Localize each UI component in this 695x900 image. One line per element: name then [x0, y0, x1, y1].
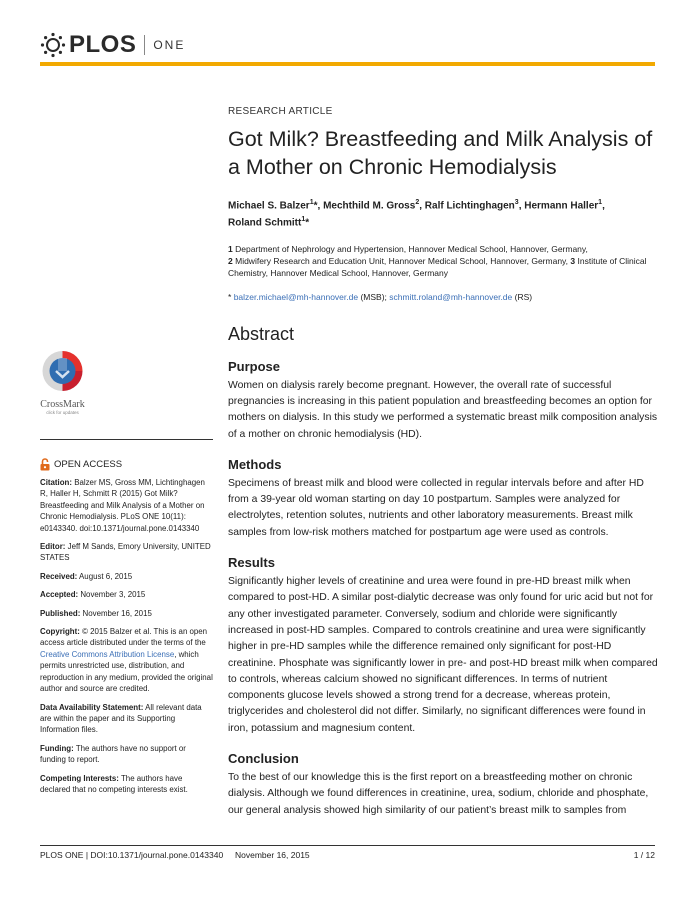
competing-interests-text: The authors have declared that no competing interests exist. [40, 773, 188, 794]
plos-sunburst-icon [40, 32, 66, 58]
competing-interests-block [40, 773, 213, 796]
corresponding-mark: * [313, 200, 318, 212]
author-affil-sup: 1 [301, 216, 306, 224]
received-block [40, 571, 213, 582]
correspondence-star: * [228, 291, 232, 302]
data-availability-text: All relevant data are within the paper and its Supporting Information files. [40, 702, 202, 735]
editor-text: Jeff M Sands, Emory University, UNITED STATES [40, 542, 211, 563]
footer-citation: PLOS ONE | DOI:10.1371/journal.pone.0143340 November 16, 2015 [40, 850, 310, 860]
accepted-block [40, 589, 213, 600]
author-affil-sup: 1 [309, 199, 314, 206]
funding-text: The authors have no support or funding to report. [40, 743, 186, 765]
section-heading: Purpose [228, 358, 281, 374]
section-text: To the best of our knowledge this is the first report on a breastfeeding mother on chronic dialysis. Although we found differences in creatinine, urea, sodium, chloride and phosphate, our general analysis showed high similarity of our patient’s breast milk to samples from [228, 772, 649, 816]
abstract-section [228, 457, 658, 541]
copyright-label: Copyright: [40, 627, 80, 637]
section-heading: Conclusion [228, 751, 299, 766]
footer-divider [40, 845, 655, 846]
accepted-date: November 3, 2015 [80, 590, 146, 600]
email-link[interactable]: schmitt.roland@mh-hannover.de [389, 291, 513, 302]
author-name[interactable]: Mechthild M. Gross [323, 200, 416, 212]
correspondence [228, 292, 658, 302]
editor-block [40, 541, 213, 564]
affiliation-text: Institute of Clinical Chemistry, Hannover Medical School, Hannover, Germany [228, 255, 647, 278]
logo-text: PLOS [69, 31, 137, 58]
author-name[interactable]: Michael S. Balzer [228, 200, 310, 212]
affiliation-text: Midwifery Research and Education Unit, Hannover Medical School, Hannover, Germany, [235, 255, 569, 266]
article-type: RESEARCH ARTICLE [228, 106, 333, 117]
editor-label: Editor: [40, 542, 66, 552]
published-label: Published: [40, 608, 81, 618]
crossmark-label: CrossMark [40, 399, 85, 410]
author-affil-sup: 1 [598, 199, 603, 206]
citation-block [40, 477, 213, 534]
funding-label: Funding: [40, 743, 74, 753]
data-availability-label: Data Availability Statement: [40, 702, 144, 712]
published-date: November 16, 2015 [82, 608, 152, 618]
citation-text: Balzer MS, Gross MM, Lichtinghagen R, Haller H, Schmitt R (2015) Got Milk? Breastfeeding and Milk Analysis of a Mother on Chronic Hemodialysis. PLoS ONE 10(11): e0143340. doi:10.1371/journal.pone.0143340 [40, 478, 205, 533]
author-name[interactable]: Roland Schmitt [228, 217, 302, 229]
received-date: August 6, 2015 [79, 571, 133, 581]
abstract-heading: Abstract [228, 323, 295, 344]
copyright-block [40, 626, 213, 694]
sidebar-divider [40, 439, 213, 440]
open-access-badge [40, 458, 213, 471]
affiliation-number: 2 [228, 255, 233, 266]
header-accent-bar [40, 62, 655, 66]
section-text: Specimens of breast milk and blood were collected in regular intervals before and after HD from a 39-year old woman starting on day 10 postpartum. Samples were analyzed for electrolytes, retention solutes, nutrients and other laboratory measurements. Breast milk samples from low-risk mothers matched for postpartum age were used as controls. [228, 477, 644, 538]
accepted-label: Accepted: [40, 590, 79, 600]
funding-block [40, 743, 213, 766]
section-heading: Methods [228, 456, 282, 472]
section-text: Women on dialysis rarely become pregnant. However, the overall rate of successful pregnancies is increasing in this patient population and breastfeeding becomes an option for mothers on dialysis. In this study we performed a systematic breast milk composition analysis of a mother on chronic hemodialysis (HD). [228, 379, 658, 440]
crossmark-sub: click for updates [46, 410, 79, 415]
affiliation-number: 1 [228, 243, 233, 254]
crossmark-icon [40, 350, 85, 392]
page-number: 1 / 12 [633, 850, 655, 860]
received-label: Received: [40, 571, 78, 581]
competing-interests-label: Competing Interests: [40, 773, 119, 783]
author-affil-sup: 3 [514, 199, 519, 206]
published-block [40, 608, 213, 619]
author-affil-sup: 2 [415, 199, 420, 206]
author-list: Michael S. Balzer$^1$*, Mechthild M. Gross$^2$, Ralf Lichtinghagen$^3$, Hermann Haller$^1$, Roland Schmitt$^1$* [228, 199, 605, 229]
journal-name: ONE [153, 38, 186, 52]
open-access-label: OPEN ACCESS [54, 458, 123, 470]
article-info-sidebar [40, 458, 213, 802]
email-initials: (RS) [514, 291, 533, 302]
abstract-section [228, 555, 658, 737]
section-heading: Results [228, 555, 275, 571]
section-text: Significantly higher levels of creatinine and urea were found in pre-HD breast milk when compared to post-HD. A similar post-dialytic decrease was only found for uric acid but not for any other investigated parameter. Conversely, sodium and chloride were significantly increased in post-HD samples. Compared to controls creatinine and urea were significantly higher in pre-HD samples while the difference remained only significant for post-HD creatinine. Phosphate was significantly lower in pre- and post-HD breast milk when compared to controls, whereas calcium showed no significant differences. In terms of nutrient components glucose levels showed a strong trend for a decrease, whereas protein, triglycerides and cholesterol did not differ. Similarly, no significant differences were found in iron, potassium and magnesium content. [228, 576, 658, 734]
article-title: Got Milk? Breastfeeding and Milk Analysis of a Mother on Chronic Hemodialysis [228, 127, 653, 179]
affiliation-number: 3 [570, 255, 576, 266]
license-link[interactable]: Creative Commons Attribution License [40, 649, 175, 659]
abstract-section [228, 751, 658, 819]
affiliations [228, 243, 658, 279]
author-name[interactable]: Hermann Haller [524, 200, 599, 212]
journal-logo[interactable] [40, 32, 185, 58]
crossmark-badge[interactable] [40, 350, 85, 415]
email-link[interactable]: balzer.michael@mh-hannover.de [233, 291, 359, 302]
corresponding-mark: * [305, 217, 310, 229]
copyright-text: © 2015 Balzer et al. This is an open access article distributed under the terms of the [40, 627, 208, 648]
copyright-text-end: , which permits unrestricted use, distribution, and reproduction in any medium, provided the original author and source are credited. [40, 649, 213, 694]
affiliation-text: Department of Nephrology and Hypertension, Hannover Medical School, Hannover, Germany, [235, 243, 588, 254]
email-initials: (MSB); [360, 291, 387, 302]
data-availability-block [40, 702, 213, 736]
logo-divider [144, 35, 145, 55]
open-lock-icon [40, 458, 50, 471]
author-name[interactable]: Ralf Lichtinghagen [424, 200, 515, 212]
abstract-section [228, 359, 658, 443]
citation-label: Citation: [40, 478, 72, 487]
main-column [228, 100, 658, 819]
